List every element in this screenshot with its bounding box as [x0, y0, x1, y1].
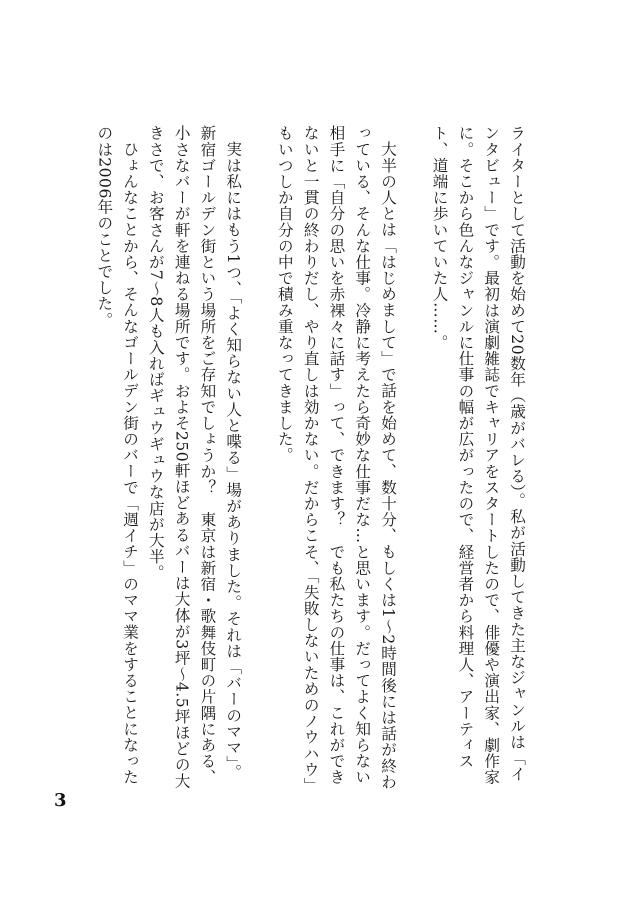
paragraph-2: 大半の人とは「はじめまして」で話を始めて、数十分、もしくは1～2時間後には話が終わっている、そんな仕事。冷静に考えたら奇妙な仕事だな…と思います。だってよく知らない相手に「自分の思いを赤裸々に話す」って、できます？ でも私たちの仕事は、これができないと一貫の終わりだし、やり直しは効かない。だからこそ、「失敗しないためのノウハウ」もいつしか自分の中で積み重なってきました。	[275, 125, 398, 790]
paragraph-3: 実は私にはもう1つ、「よく知らない人と喋る」場がありました。それは「バーのママ」。新宿ゴールデン街という場所をご存知でしょうか？ 東京は新宿・歌舞伎町の片隅にある、小さなバーが軒を連ねる場所です。およそ250軒ほどあるバーは大体が3坪～4.5坪ほどの大きさで、お客さんが7～8人も入ればギュウギュウな店が大半。	[146, 125, 243, 789]
page-number: 3	[54, 790, 67, 811]
paragraph-1: ライターとして活動を始めて20数年（歳がバレる）。私が活動してきた主なジャンルは「インタビュー」です。最初は演劇雑誌でキャリアをスタートしたので、俳優や演出家、劇作家に。そこから色んなジャンルに仕事の幅が広がったので、経営者から料理人、アーティスト、道端に歩いていた人……。	[430, 125, 526, 786]
paragraph-4: ひょんなことから、そんなゴールデン街のバーで「週イチ」のママ業をすることになったのは2006年のことでした。	[95, 125, 140, 785]
body-text	[90, 125, 529, 790]
